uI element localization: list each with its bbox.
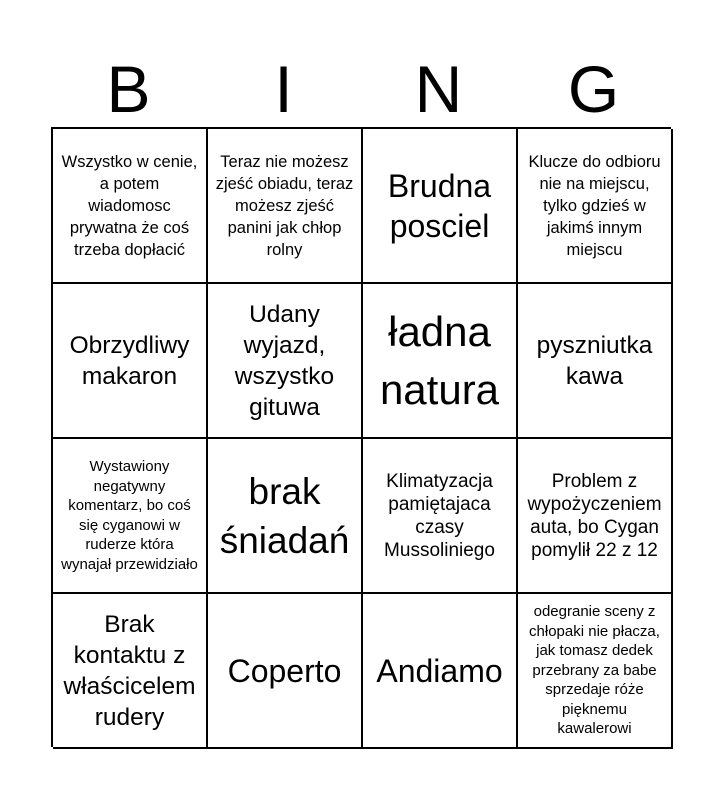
bingo-cell-text: Andiamo <box>376 652 503 689</box>
bingo-cell-text: ładna natura <box>379 307 500 413</box>
bingo-cell-15[interactable] <box>363 594 518 749</box>
bingo-cell-2[interactable] <box>208 129 363 284</box>
bingo-cell-12[interactable] <box>518 439 673 594</box>
bingo-cell-text: Brak kontaktu z właścicelem rudery <box>63 610 196 731</box>
bingo-cell-3[interactable] <box>363 129 518 284</box>
bingo-cell-text: Wszystko w cenie, a potem wiadomosc prywatna że coś trzeba dopłacić <box>61 152 198 259</box>
bingo-cell-text: Coperto <box>227 652 342 689</box>
bingo-grid <box>51 127 671 747</box>
bingo-cell-11[interactable] <box>363 439 518 594</box>
bingo-cell-text: Teraz nie możesz zjeść obiadu, teraz możesz zjeść panini jak chłop rolny <box>215 152 354 259</box>
bingo-cell-5[interactable] <box>53 284 208 439</box>
header-letter-i: I <box>274 52 293 126</box>
bingo-cell-text: pyszniutka kawa <box>536 331 653 390</box>
bingo-cell-text: Wystawiony negatywny komentarz, bo coś się cyganowi w ruderze która wynajał przewidziało <box>61 458 198 573</box>
bingo-cell-10[interactable] <box>208 439 363 594</box>
bingo-cell-text: Obrzydliwy makaron <box>69 331 190 390</box>
bingo-cell-text: Udany wyjazd, wszystko gituwa <box>234 300 335 421</box>
header-letter-n: N <box>414 52 463 126</box>
bingo-cell-text: Klimatyzacja pamiętajaca czasy Mussoliniego <box>384 470 495 561</box>
bingo-cell-4[interactable] <box>518 129 673 284</box>
bingo-cell-text: Klucze do odbioru nie na miejscu, tylko gdzieś w jakimś innym miejscu <box>528 152 661 259</box>
bingo-cell-13[interactable] <box>53 594 208 749</box>
header-letter-b: B <box>106 52 151 126</box>
bingo-cell-14[interactable] <box>208 594 363 749</box>
bingo-cell-9[interactable] <box>53 439 208 594</box>
bingo-cell-text: odegranie sceny z chłopaki nie płacza, jak tomasz dedek przebrany za babe sprzedaje róże pięknemu kawalerowi <box>529 603 660 738</box>
bingo-cell-7[interactable] <box>363 284 518 439</box>
bingo-cell-6[interactable] <box>208 284 363 439</box>
bingo-cell-8[interactable] <box>518 284 673 439</box>
bingo-header <box>51 50 671 128</box>
bingo-cell-text: brak śniadań <box>219 470 350 561</box>
header-letter-g: G <box>567 52 620 126</box>
bingo-cell-16[interactable] <box>518 594 673 749</box>
bingo-cell-1[interactable] <box>53 129 208 284</box>
bingo-cell-text: Problem z wypożyczeniem auta, bo Cygan pomylił 22 z 12 <box>527 470 662 561</box>
bingo-cell-text: Brudna posciel <box>387 167 492 244</box>
